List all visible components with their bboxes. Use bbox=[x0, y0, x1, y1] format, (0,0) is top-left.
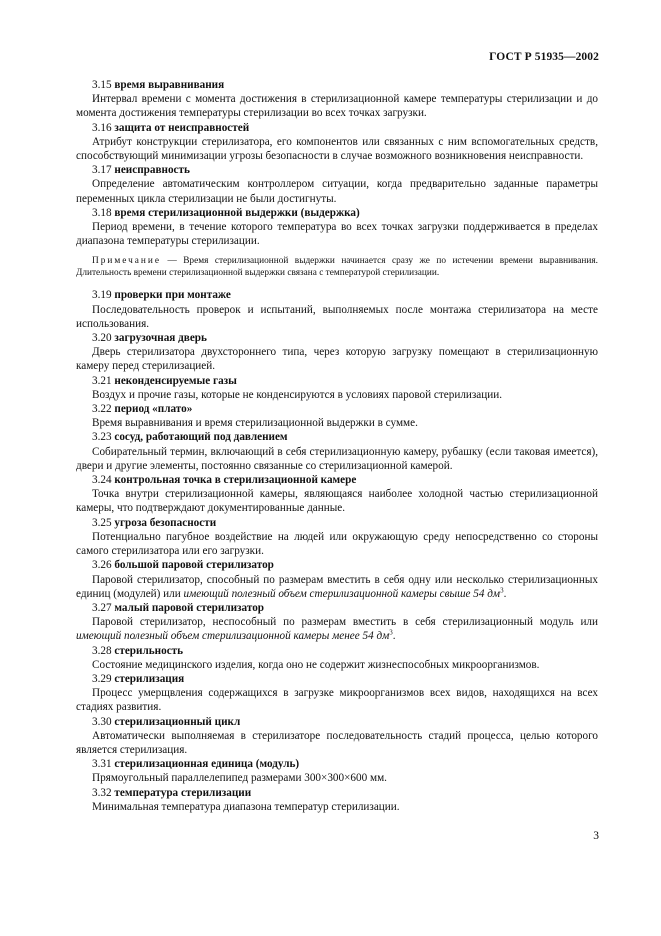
term-3-21 bbox=[76, 374, 598, 402]
term-3-31 bbox=[76, 757, 598, 785]
term-title: загрузочная дверь bbox=[114, 332, 207, 345]
term-number: 3.18 bbox=[92, 206, 112, 219]
note-label: Примечание bbox=[92, 256, 161, 267]
term-title: время стерилизационной выдержки (выдержка) bbox=[114, 206, 360, 219]
superscript: 3 bbox=[500, 585, 504, 594]
term-number: 3.24 bbox=[92, 474, 112, 487]
term-title: неконденсируемые газы bbox=[114, 374, 237, 387]
term-3-25 bbox=[76, 516, 598, 559]
term-title: время выравнивания bbox=[114, 79, 225, 91]
term-3-24 bbox=[76, 473, 598, 516]
term-number: 3.23 bbox=[92, 431, 112, 444]
term-definition: Прямоугольный параллелепипед размерами 300×300×600 мм. bbox=[92, 772, 387, 785]
term-3-32 bbox=[76, 786, 598, 814]
term-number: 3.19 bbox=[92, 289, 112, 302]
term-title: стерильность bbox=[114, 644, 184, 657]
term-number: 3.30 bbox=[92, 715, 112, 728]
term-3-22 bbox=[76, 402, 598, 430]
term-number: 3.27 bbox=[92, 601, 112, 614]
page-number: 3 bbox=[593, 830, 599, 842]
term-3-26 bbox=[76, 558, 598, 601]
term-definition: Определение автоматическим контроллером ситуации, когда предварительно заданные параметры переменных цикла стерилизации не были достигнуты. bbox=[76, 178, 598, 205]
term-definition: Состояние медицинского изделия, когда оно не содержит жизнеспособных микроорганизмов. bbox=[92, 658, 540, 671]
term-definition: Процесс умерщвления содержащихся в загрузке микроорганизмов всех видов, находящихся на всех стадиях развития. bbox=[76, 687, 598, 714]
term-title: проверки при монтаже bbox=[114, 289, 231, 302]
term-definition-italic: имеющий полезный объем стерилизационной камеры свыше 54 дм bbox=[183, 587, 501, 600]
term-title: температура стерилизации bbox=[114, 786, 252, 799]
term-title: стерилизационный цикл bbox=[114, 715, 241, 728]
term-definition: Автоматически выполняемая в стерилизаторе последовательность стадий процесса, целью которого является стерилизация. bbox=[76, 729, 598, 756]
terms-content bbox=[76, 78, 598, 814]
term-title: угроза безопасности bbox=[114, 516, 217, 529]
term-number: 3.25 bbox=[92, 516, 112, 529]
term-title: стерилизационная единица (модуль) bbox=[114, 758, 300, 771]
term-3-28 bbox=[76, 644, 598, 672]
term-definition: Минимальная температура диапазона температур стерилизации. bbox=[92, 800, 400, 813]
term-3-18 bbox=[76, 206, 598, 249]
term-title: период «плато» bbox=[114, 403, 193, 416]
term-3-16 bbox=[76, 121, 598, 164]
term-3-29 bbox=[76, 672, 598, 715]
term-definition: Время выравнивания и время стерилизационной выдержки в сумме. bbox=[92, 417, 418, 430]
term-3-23 bbox=[76, 430, 598, 473]
superscript: 3 bbox=[389, 628, 393, 637]
term-definition: Воздух и прочие газы, которые не конденсируются в условиях паровой стерилизации. bbox=[92, 388, 503, 401]
term-number: 3.31 bbox=[92, 758, 112, 771]
note-paragraph bbox=[76, 255, 598, 279]
term-number: 3.20 bbox=[92, 332, 112, 345]
term-3-17 bbox=[76, 163, 598, 206]
term-definition: Последовательность проверок и испытаний, выполняемых после монтажа стерилизатора на месте использования. bbox=[76, 303, 598, 330]
term-definition: Точка внутри стерилизационной камеры, являющаяся наиболее холодной частью стерилизационной камеры, что подтверждают документированные данные. bbox=[76, 488, 598, 515]
term-number: 3.22 bbox=[92, 403, 112, 416]
term-number: 3.28 bbox=[92, 644, 112, 657]
term-number: 3.17 bbox=[92, 164, 112, 177]
term-3-27 bbox=[76, 601, 598, 644]
term-definition: Период времени, в течение которого температура во всех точках загрузки поддерживается в пределах диапазона температуры стерилизации. bbox=[76, 221, 598, 248]
term-number: 3.21 bbox=[92, 374, 112, 387]
term-definition: Собирательный термин, включающий в себя стерилизационную камеру, рубашку (если таковая имеется), двери и другие элементы, постоянно связанные со стерилизационной камерой. bbox=[76, 445, 598, 472]
term-title: стерилизация bbox=[114, 672, 185, 685]
term-number: 3.15 bbox=[92, 79, 112, 91]
term-number: 3.32 bbox=[92, 786, 112, 799]
term-3-15 bbox=[76, 78, 598, 121]
term-3-20 bbox=[76, 331, 598, 374]
term-number: 3.16 bbox=[92, 121, 112, 134]
term-definition: Паровой стерилизатор, неспособный по размерам вместить в себя стерилизационный модуль или имеющий полезный объем стерилизационной камеры менее 54 $дм^3$. bbox=[76, 616, 598, 643]
term-definition: Атрибут конструкции стерилизатора, его компонентов или связанных с ним вспомогательных средств, способствующий минимизации угрозы безопасности в случае возможного возникновения неисправности. bbox=[76, 135, 598, 163]
term-definition: Дверь стерилизатора двухстороннего типа, через которую загрузку помещают в стерилизационную камеру перед стерилизацией. bbox=[76, 346, 598, 373]
term-title: малый паровой стерилизатор bbox=[114, 601, 265, 614]
term-title: неисправность bbox=[114, 164, 190, 177]
note-text: — Время стерилизационной выдержки начинается сразу же по истечении времени выравнивания. Длительность времени стерилизационной выдержки связана с температурой стерилизации. bbox=[76, 256, 598, 279]
term-title: большой паровой стерилизатор bbox=[114, 559, 274, 572]
term-definition: Паровой стерилизатор, способный по размерам вместить в себя одну или несколько стерилизационных единиц (модулей) или имеющий полезный объем стерилизационной камеры свыше 54 $дм^3$. bbox=[76, 573, 598, 600]
term-number: 3.29 bbox=[92, 672, 112, 685]
term-title: сосуд, работающий под давлением bbox=[114, 431, 288, 444]
term-3-30 bbox=[76, 715, 598, 758]
term-definition-italic: имеющий полезный объем стерилизационной камеры менее 54 дм bbox=[76, 630, 390, 643]
term-definition: Интервал времени с момента достижения в стерилизационной камере температуры стерилизации и до момента достижения температуры стерилизации во всех точках загрузки. bbox=[76, 93, 598, 120]
term-title: защита от неисправностей bbox=[114, 121, 250, 134]
term-3-19 bbox=[76, 288, 598, 331]
term-definition: Потенциально пагубное воздействие на людей или окружающую среду непосредственно со стороны самого стерилизатора или его загрузки. bbox=[76, 530, 598, 558]
term-title: контрольная точка в стерилизационной камере bbox=[114, 474, 357, 487]
standard-header: ГОСТ Р 51935—2002 bbox=[489, 51, 599, 63]
term-number: 3.26 bbox=[92, 559, 112, 572]
